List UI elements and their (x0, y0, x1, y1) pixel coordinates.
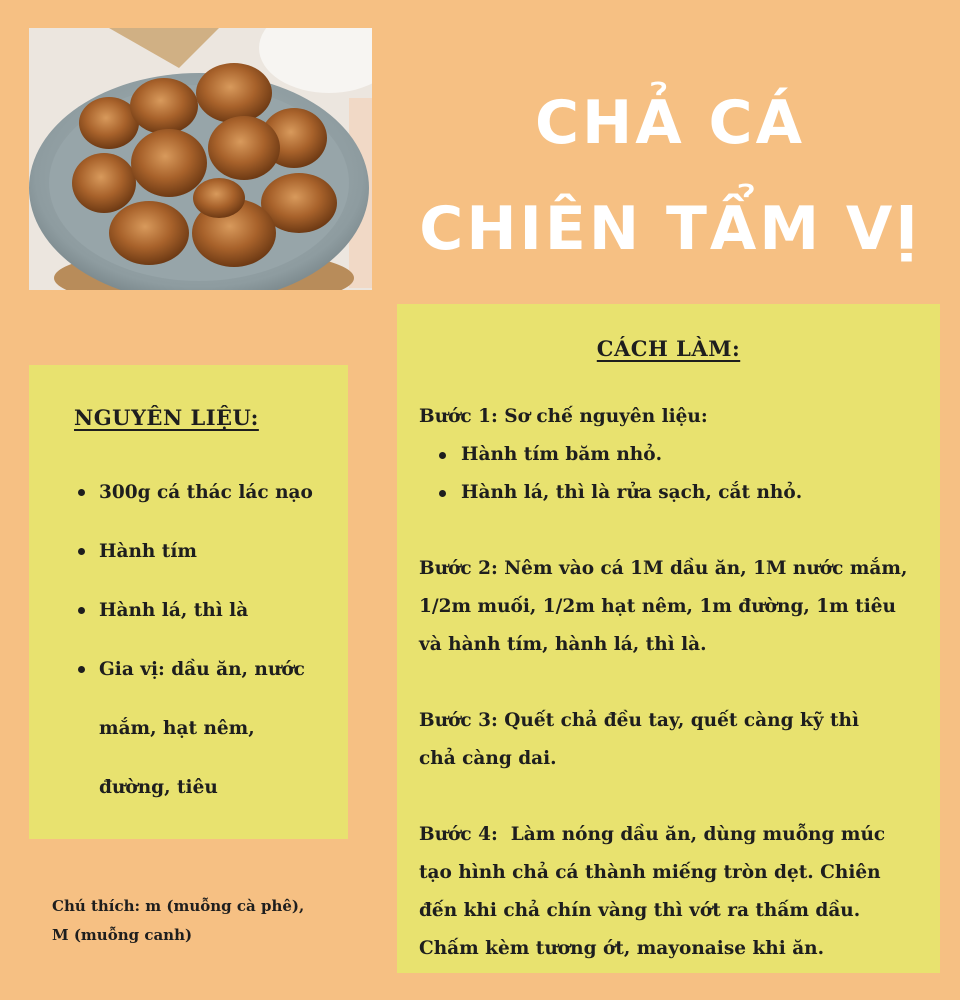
ingredients-list (74, 463, 344, 699)
step-2-line: 1/2m muối, 1/2m hạt nêm, 1m đường, 1m tiêu (419, 596, 896, 617)
step-2-line: và hành tím, hành lá, thì là. (419, 634, 707, 655)
fried-fish-cakes-illustration (29, 28, 372, 290)
step-4-line: Chấm kèm tương ớt, mayonaise khi ăn. (419, 938, 825, 959)
ingredients-heading: NGUYÊN LIỆU: (74, 405, 259, 430)
page-title (380, 70, 960, 282)
ingredient-continuation-line: mắm, hạt nêm, (99, 718, 255, 739)
title-line-1: CHẢ CÁ (534, 88, 806, 158)
step-4-line: đến khi chả chín vàng thì vớt ra thấm dầu. (419, 900, 861, 921)
step-1-subitem: Hành lá, thì là rửa sạch, cắt nhỏ. (419, 474, 934, 512)
step-2-line: Bước 2: Nêm vào cá 1M dầu ăn, 1M nước mắm, (419, 558, 908, 579)
ingredient-item: Gia vị: dầu ăn, nước (74, 640, 344, 699)
step-3-line: Bước 3: Quết chả đều tay, quết càng kỹ thì (419, 710, 859, 731)
ingredient-item: Hành lá, thì là (74, 581, 344, 640)
footnote (52, 892, 304, 950)
step-4-line: Bước 4: Làm nóng dầu ăn, dùng muỗng múc (419, 824, 886, 845)
method-panel (397, 304, 940, 973)
method-heading: CÁCH LÀM: (596, 336, 741, 361)
title-line-2: CHIÊN TẨM VỊ (419, 194, 921, 264)
footnote-line-1: Chú thích: m (muỗng cà phê), (52, 897, 305, 915)
step-4-line: tạo hình chả cá thành miếng tròn dẹt. Chiên (419, 862, 881, 883)
step-1-subitem: Hành tím băm nhỏ. (419, 436, 934, 474)
ingredient-continuation-line: đường, tiêu (99, 777, 218, 798)
step-1-title: Bước 1: Sơ chế nguyên liệu: (419, 406, 708, 427)
ingredient-item: 300g cá thác lác nạo (74, 463, 344, 522)
footnote-line-2: M (muỗng canh) (52, 926, 193, 944)
ingredients-panel (29, 365, 348, 839)
ingredient-item: Hành tím (74, 522, 344, 581)
food-photo (29, 28, 372, 290)
method-steps (419, 398, 934, 968)
ingredient-continuation (99, 699, 255, 817)
step-3-line: chả càng dai. (419, 748, 557, 769)
